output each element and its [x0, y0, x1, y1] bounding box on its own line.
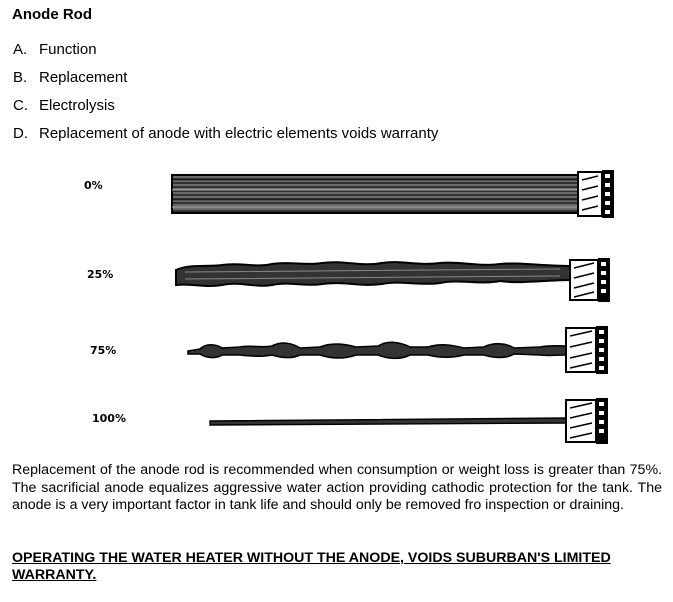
outline-text: Replacement of anode with electric elements voids warranty [39, 125, 439, 142]
outline-letter: B. [13, 69, 28, 86]
anode-rod-illustration [0, 150, 673, 450]
rod-100-percent [92, 398, 608, 444]
outline-item-a [13, 36, 438, 64]
rod-label-100: 100% [92, 412, 126, 425]
rod-25-percent [87, 258, 610, 302]
rod-75-percent [90, 326, 608, 374]
warranty-warning: OPERATING THE WATER HEATER WITHOUT THE ANODE, VOIDS SUBURBAN'S LIMITED WARRANTY. [12, 550, 611, 583]
outline-list [13, 36, 438, 148]
rod-label-0: 0% [84, 179, 103, 192]
replacement-paragraph: Replacement of the anode rod is recommended when consumption or weight loss is greater than 75%. The sacrificial anode equalizes aggressive water action providing cathodic protection for the tank. The anode is a very important factor in tank life and should only be removed fro inspection or draining. [12, 462, 662, 514]
rod-100-wire [210, 418, 566, 425]
rod-75-body [188, 342, 566, 358]
rod-0-percent [84, 170, 614, 218]
rod-label-25: 25% [87, 268, 114, 281]
outline-letter: C. [13, 97, 28, 114]
outline-item-c [13, 92, 438, 120]
rod-label-75: 75% [90, 344, 117, 357]
outline-item-d [13, 120, 438, 148]
outline-letter: A. [13, 41, 28, 58]
page-title: Anode Rod [12, 6, 92, 23]
outline-text: Electrolysis [39, 97, 115, 114]
outline-text: Function [39, 41, 97, 58]
outline-letter: D. [13, 125, 28, 142]
rod-25-body [176, 262, 572, 286]
outline-text: Replacement [39, 69, 128, 86]
outline-item-b [13, 64, 438, 92]
